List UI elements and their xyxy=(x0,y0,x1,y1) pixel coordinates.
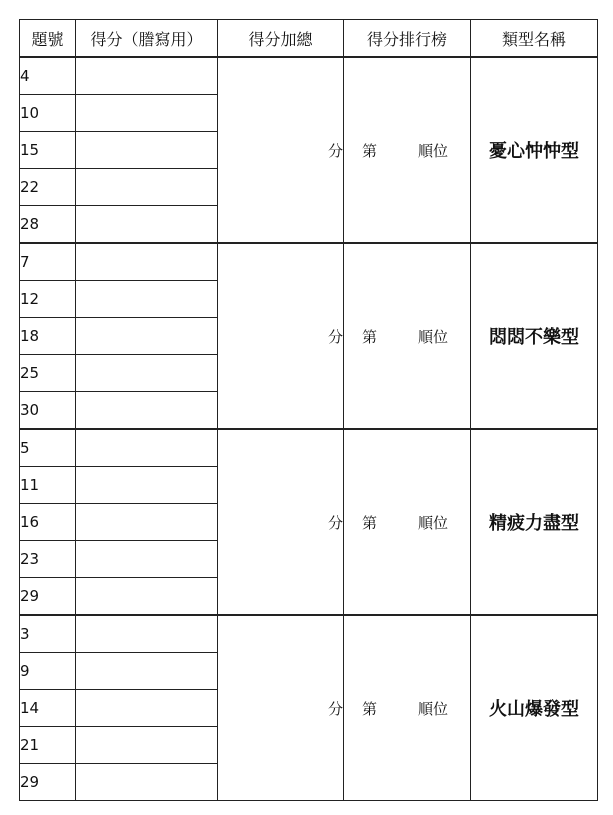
score-total-cell[interactable] xyxy=(218,243,344,429)
rank-label-wrap xyxy=(344,698,470,719)
question-number: 25 xyxy=(20,355,76,392)
type-name: 精疲力盡型 xyxy=(471,429,598,615)
question-number: 11 xyxy=(20,467,76,504)
score-entry-cell[interactable] xyxy=(76,653,218,690)
type-name: 憂心忡忡型 xyxy=(471,57,598,243)
question-number: 29 xyxy=(20,578,76,616)
score-total-cell[interactable] xyxy=(218,57,344,243)
rank-prefix-label: 第 xyxy=(362,699,378,718)
question-number: 16 xyxy=(20,504,76,541)
score-entry-cell[interactable] xyxy=(76,318,218,355)
rank-suffix-label: 順位 xyxy=(417,699,448,718)
score-entry-cell[interactable] xyxy=(76,243,218,281)
question-number: 9 xyxy=(20,653,76,690)
total-unit-label: 分 xyxy=(327,699,343,718)
rank-suffix-label: 順位 xyxy=(417,141,448,160)
question-number: 22 xyxy=(20,169,76,206)
table-row xyxy=(20,243,598,281)
score-entry-cell[interactable] xyxy=(76,690,218,727)
rank-prefix-label: 第 xyxy=(362,513,378,532)
question-number: 15 xyxy=(20,132,76,169)
score-entry-cell[interactable] xyxy=(76,355,218,392)
score-entry-cell[interactable] xyxy=(76,504,218,541)
score-entry-cell[interactable] xyxy=(76,429,218,467)
table-row xyxy=(20,615,598,653)
header-row xyxy=(20,20,598,58)
question-number: 23 xyxy=(20,541,76,578)
header-question-number: 題號 xyxy=(20,20,76,58)
score-entry-cell[interactable] xyxy=(76,281,218,318)
rank-cell[interactable] xyxy=(344,615,471,801)
table-row xyxy=(20,429,598,467)
table-body xyxy=(20,57,598,801)
rank-prefix-label: 第 xyxy=(362,141,378,160)
rank-cell[interactable] xyxy=(344,57,471,243)
score-total-cell[interactable] xyxy=(218,429,344,615)
question-number: 12 xyxy=(20,281,76,318)
rank-cell[interactable] xyxy=(344,243,471,429)
score-entry-cell[interactable] xyxy=(76,392,218,430)
header-score-ranking: 得分排行榜 xyxy=(344,20,471,58)
score-entry-cell[interactable] xyxy=(76,132,218,169)
question-number: 4 xyxy=(20,57,76,95)
score-entry-cell[interactable] xyxy=(76,57,218,95)
total-unit-label: 分 xyxy=(327,141,343,160)
rank-label-wrap xyxy=(344,512,470,533)
question-number: 30 xyxy=(20,392,76,430)
rank-suffix-label: 順位 xyxy=(417,327,448,346)
type-name: 火山爆發型 xyxy=(471,615,598,801)
rank-label-wrap xyxy=(344,326,470,347)
score-entry-cell[interactable] xyxy=(76,764,218,801)
score-table xyxy=(19,19,598,801)
type-name: 悶悶不樂型 xyxy=(471,243,598,429)
question-number: 10 xyxy=(20,95,76,132)
score-entry-cell[interactable] xyxy=(76,578,218,616)
header-score-transcription: 得分（謄寫用） xyxy=(76,20,218,58)
rank-label-wrap xyxy=(344,140,470,161)
score-entry-cell[interactable] xyxy=(76,95,218,132)
question-number: 28 xyxy=(20,206,76,244)
score-entry-cell[interactable] xyxy=(76,169,218,206)
header-type-name: 類型名稱 xyxy=(471,20,598,58)
score-entry-cell[interactable] xyxy=(76,541,218,578)
total-unit-label: 分 xyxy=(327,513,343,532)
table-row xyxy=(20,57,598,95)
question-number: 18 xyxy=(20,318,76,355)
rank-cell[interactable] xyxy=(344,429,471,615)
score-entry-cell[interactable] xyxy=(76,727,218,764)
score-entry-cell[interactable] xyxy=(76,615,218,653)
question-number: 3 xyxy=(20,615,76,653)
score-entry-cell[interactable] xyxy=(76,206,218,244)
rank-prefix-label: 第 xyxy=(362,327,378,346)
question-number: 7 xyxy=(20,243,76,281)
rank-suffix-label: 順位 xyxy=(417,513,448,532)
question-number: 5 xyxy=(20,429,76,467)
total-unit-label: 分 xyxy=(327,327,343,346)
question-number: 21 xyxy=(20,727,76,764)
question-number: 14 xyxy=(20,690,76,727)
score-total-cell[interactable] xyxy=(218,615,344,801)
header-score-total: 得分加總 xyxy=(218,20,344,58)
score-entry-cell[interactable] xyxy=(76,467,218,504)
question-number: 29 xyxy=(20,764,76,801)
